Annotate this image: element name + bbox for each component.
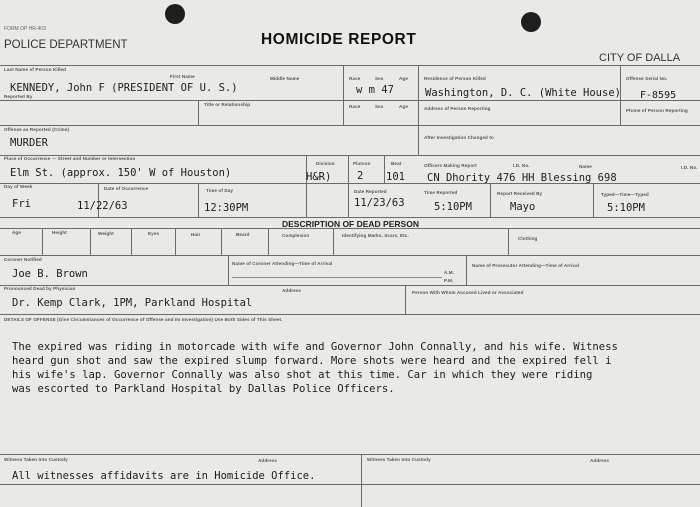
narrative-line: was escorted to Parkland Hospital by Dallas Police Officers. (12, 383, 395, 395)
divider (198, 183, 199, 217)
report-title: HOMICIDE REPORT (261, 31, 417, 48)
label-desc-marks: Identifying Marks, Scars, Etc. (342, 233, 409, 238)
date-reported-value: 11/23/63 (354, 197, 405, 209)
label-race-2: Race (349, 104, 361, 109)
divider (333, 228, 334, 255)
divider (198, 100, 199, 125)
divider (405, 285, 406, 314)
label-desc-eyes: Eyes (148, 231, 160, 236)
label-platoon: Platoon (353, 161, 371, 166)
divider (361, 454, 362, 507)
label-details-offense: DETAILS OF OFFENSE (Give Circumstances of Occurrence of Offense and Its Investigation) Use Both Sides of This Sheet. (4, 317, 283, 322)
label-desc-height: Height (52, 230, 67, 235)
label-sex: Sex (375, 76, 384, 81)
form-number: FORM OP HR-403 (4, 26, 46, 32)
label-reported-by: Reported By (4, 94, 33, 99)
officers-value: CN Dhority 476 HH Blessing 698 (427, 172, 617, 184)
offense-value: MURDER (10, 137, 48, 149)
label-day-of-week: Day of Week (4, 184, 33, 189)
label-after-investigation: After Investigation Changed to (424, 135, 494, 140)
divider (348, 155, 349, 217)
divider (508, 228, 509, 255)
label-race: Race (349, 76, 361, 81)
rule (0, 454, 700, 455)
label-date-reported: Date Reported (354, 189, 387, 194)
label-sex-2: Sex (375, 104, 384, 109)
divider (343, 65, 344, 125)
label-time-typed: Typed—Time—Typed (601, 192, 649, 197)
race-sex-age: w m 47 (356, 84, 394, 96)
rule (0, 217, 700, 218)
divider (175, 228, 176, 255)
divider (466, 255, 467, 285)
time-typed-value: 5:10PM (607, 202, 645, 214)
label-place-occurrence: Place of Occurrence — Street and Number or Intersection (4, 156, 136, 161)
label-coroner-notified: Coroner Notified (4, 257, 42, 262)
label-time-of-day: Time of Day (206, 188, 234, 193)
divider (384, 155, 385, 183)
label-first-name: First Name (170, 74, 195, 79)
rule (0, 285, 700, 286)
city-name: CITY OF DALLA (599, 52, 681, 64)
label-witness-address-2: Address (590, 458, 610, 463)
label-address-reporting: Address of Person Reporting (424, 106, 491, 111)
rule (232, 277, 442, 278)
narrative-line: his wife's lap. Governor Connally was also shot at this time. Car in which they were riding (12, 369, 593, 381)
divider (490, 183, 491, 217)
label-middle-name: Middle Name (270, 76, 300, 81)
label-desc-complexion: Complexion (282, 233, 310, 238)
rule (0, 125, 700, 126)
divider (90, 228, 91, 255)
label-phone-reporting: Phone of Person Reporting (626, 108, 688, 113)
label-age-2: Age (399, 104, 408, 109)
label-title-relationship: Title or Relationship (204, 102, 251, 107)
residence-value: Washington, D. C. (White House) (425, 87, 621, 99)
divider (131, 228, 132, 255)
label-age: Age (399, 76, 408, 81)
label-witness-custody: Witness Taken Into Custody (4, 457, 68, 462)
narrative-line: The expired was riding in motorcade with wife and Governor John Connally, and his wife. Witness (12, 341, 618, 353)
label-residence: Residence of Person Killed (424, 76, 486, 81)
punch-hole (521, 12, 541, 32)
label-last-name: Last Name of Person Killed (4, 67, 67, 72)
description-title: DESCRIPTION OF DEAD PERSON (282, 219, 419, 229)
divider (42, 228, 43, 255)
label-witness-address: Address (258, 458, 278, 463)
report-received-value: Mayo (510, 201, 536, 213)
label-id-no-2: I.D. No. (681, 165, 698, 170)
divider (306, 155, 307, 217)
narrative-line: heard gun shot and saw the expired slump forward. More shots were heard and the expired fell i (12, 355, 612, 367)
label-physician-address: Address (282, 288, 302, 293)
rule (0, 65, 700, 66)
label-desc-beard: Beard (236, 232, 250, 237)
day-of-week-value: Fri (12, 198, 31, 210)
label-date-occurrence: Date of Occurrence (104, 186, 149, 191)
platoon-value: 2 (357, 170, 364, 182)
rule (0, 484, 700, 485)
label-person-lived-with: Person With Whom Accused Lived or Associated (412, 290, 524, 295)
label-name: Name (579, 164, 592, 169)
label-desc-weight: Weight (98, 231, 114, 236)
time-of-day-value: 12:30PM (204, 202, 249, 214)
place-value: Elm St. (approx. 150' W of Houston) (10, 167, 232, 179)
label-coroner-attending: Name of Coroner Attending—Time of Arrival (232, 261, 333, 266)
victim-name: KENNEDY, John F (PRESIDENT OF U. S.) (10, 82, 238, 94)
label-offense-serial: Offense Serial No. (626, 76, 668, 81)
offense-serial-value: F-8595 (640, 90, 677, 101)
divider (593, 183, 594, 217)
label-witness-custody-2: Witness Taken Into Custody (367, 457, 431, 462)
label-pronounced-dead: Pronounced Dead by Physician (4, 286, 76, 291)
label-offense-reported: Offense as Reported (Crime) (4, 127, 69, 132)
divider (221, 228, 222, 255)
label-desc-hair: Hair (191, 232, 201, 237)
label-division: Division (316, 161, 335, 166)
divider (268, 228, 269, 255)
rule (0, 100, 700, 101)
coroner-value: Joe B. Brown (12, 268, 88, 280)
division-value: H&R) (306, 171, 332, 183)
label-beat: Beat (391, 161, 402, 166)
label-prosecutor-attending: Name of Prosecutor Attending—Time of Arrival (472, 263, 580, 268)
label-desc-age: Age (12, 230, 21, 235)
rule (0, 255, 700, 256)
divider (418, 65, 419, 155)
beat-value: 101 (386, 171, 405, 183)
date-occurrence-value: 11/22/63 (77, 200, 128, 212)
label-report-received: Report Received By (497, 191, 543, 196)
time-reported-value: 5:10PM (434, 201, 472, 213)
witness-value: All witnesses affidavits are in Homicide Office. (12, 470, 316, 482)
label-desc-clothing: Clothing (518, 236, 538, 241)
department-name: POLICE DEPARTMENT (4, 39, 128, 51)
label-time-reported: Time Reported (424, 190, 458, 195)
label-am: A.M. (444, 270, 455, 275)
physician-value: Dr. Kemp Clark, 1PM, Parkland Hospital (12, 297, 253, 309)
label-id-no: I.D. No. (513, 163, 530, 168)
label-pm: P.M. (444, 278, 454, 283)
punch-hole (165, 4, 185, 24)
rule (0, 314, 700, 315)
label-officers: Officers Making Report (424, 163, 477, 168)
divider (228, 255, 229, 285)
